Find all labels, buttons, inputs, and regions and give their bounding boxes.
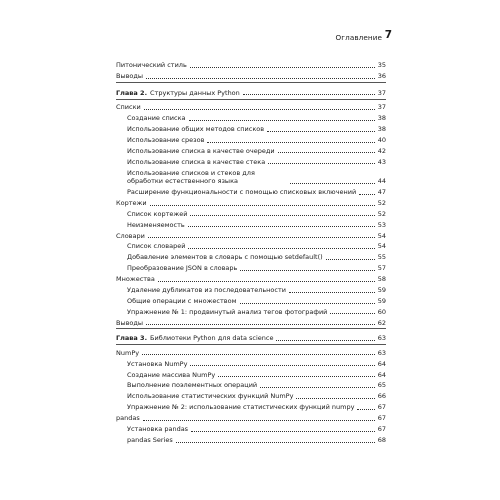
toc-entry[interactable] bbox=[116, 295, 386, 306]
toc-page-number: 40 bbox=[377, 135, 386, 144]
toc-entry-title: Использование срезов bbox=[127, 135, 205, 144]
toc-entry[interactable] bbox=[116, 273, 386, 284]
dot-leader bbox=[189, 120, 375, 121]
toc-page-number: 57 bbox=[377, 264, 386, 273]
dot-leader bbox=[278, 152, 375, 153]
dot-leader bbox=[296, 398, 375, 399]
toc-page-number: 55 bbox=[377, 253, 386, 262]
toc-chapter[interactable] bbox=[116, 332, 386, 343]
dot-leader bbox=[357, 409, 375, 410]
dot-leader bbox=[240, 303, 375, 304]
toc-page-number: 64 bbox=[377, 370, 386, 379]
toc-entry[interactable] bbox=[116, 423, 386, 434]
chapter-rule bbox=[116, 82, 386, 83]
toc-entry[interactable] bbox=[116, 390, 386, 401]
toc-entry[interactable] bbox=[116, 123, 386, 134]
toc-page-number: 64 bbox=[377, 359, 386, 368]
toc-entry[interactable] bbox=[116, 229, 386, 240]
toc-entry-title: Упражнение № 1: продвинутый анализ тегов фотографий bbox=[127, 307, 328, 316]
toc-page-number: 67 bbox=[377, 403, 386, 412]
toc-entry-title bbox=[116, 334, 273, 343]
toc-page-number: 38 bbox=[377, 114, 386, 123]
dot-leader bbox=[143, 420, 375, 421]
toc-page-number: 65 bbox=[377, 381, 386, 390]
toc-entry-title: Списки bbox=[116, 103, 141, 112]
toc-entry[interactable] bbox=[116, 196, 386, 207]
toc-entry-title: Расширение функциональности с помощью списковых включений bbox=[127, 187, 357, 196]
toc-page-number: 68 bbox=[377, 435, 386, 444]
toc-entry[interactable] bbox=[116, 262, 386, 273]
dot-leader bbox=[176, 442, 375, 443]
toc-page-number: 66 bbox=[377, 392, 386, 401]
toc-entry[interactable] bbox=[116, 357, 386, 368]
dot-leader bbox=[289, 292, 375, 293]
chapter-title: Структуры данных Python bbox=[150, 88, 240, 97]
toc-entry-title: Добавление элементов в словарь с помощью setdefault() bbox=[127, 253, 323, 262]
dot-leader bbox=[190, 365, 375, 366]
dot-leader bbox=[148, 237, 375, 238]
toc-page-number: 63 bbox=[377, 334, 386, 343]
toc-entry-title: Создание массива NumPy bbox=[127, 370, 216, 379]
toc-entry[interactable] bbox=[116, 166, 386, 186]
toc-entry[interactable] bbox=[116, 112, 386, 123]
toc-entry[interactable] bbox=[116, 401, 386, 412]
toc-chapter[interactable] bbox=[116, 86, 386, 97]
chapter-rule bbox=[116, 99, 386, 100]
toc-entry[interactable] bbox=[116, 144, 386, 155]
toc-entry[interactable] bbox=[116, 240, 386, 251]
toc-entry[interactable] bbox=[116, 433, 386, 444]
toc-entry-title: Установка pandas bbox=[127, 424, 189, 433]
toc-page-number: 59 bbox=[377, 286, 386, 294]
dot-leader bbox=[218, 376, 375, 377]
toc-page-number: 53 bbox=[377, 220, 386, 229]
toc-page-number: 52 bbox=[377, 198, 386, 207]
toc-page-number: 60 bbox=[377, 307, 386, 316]
toc-entry-title: pandas Series bbox=[127, 435, 173, 444]
toc-entry[interactable] bbox=[116, 59, 386, 70]
toc-entry-title: Использование списка в качестве очереди bbox=[127, 146, 275, 155]
toc-page-number: 63 bbox=[377, 348, 386, 357]
toc-entry[interactable] bbox=[116, 284, 386, 295]
dot-leader bbox=[188, 226, 375, 227]
toc-entry[interactable] bbox=[116, 207, 386, 218]
toc-entry[interactable] bbox=[116, 305, 386, 316]
toc-entry[interactable] bbox=[116, 346, 386, 357]
toc-page-number: 44 bbox=[377, 177, 386, 186]
toc-entry-title bbox=[127, 169, 287, 186]
toc-entry-title: Кортежи bbox=[116, 198, 147, 207]
dot-leader bbox=[276, 340, 375, 341]
toc-entry-title: Питонический стиль bbox=[116, 61, 187, 70]
toc-entry[interactable] bbox=[116, 379, 386, 390]
toc-entry[interactable] bbox=[116, 133, 386, 144]
toc-entry-title bbox=[116, 89, 240, 98]
toc-page-number: 36 bbox=[377, 72, 386, 81]
dot-leader bbox=[260, 387, 375, 388]
toc-entry-title: Выводы bbox=[116, 318, 144, 327]
dot-leader bbox=[359, 194, 375, 195]
dot-leader bbox=[150, 205, 375, 206]
toc-page-number: 47 bbox=[377, 187, 386, 196]
dot-leader bbox=[144, 109, 375, 110]
toc-entry-title: Выполнение поэлементных операций bbox=[127, 381, 258, 390]
dot-leader bbox=[142, 354, 375, 355]
table-of-contents bbox=[116, 59, 386, 444]
toc-entry[interactable] bbox=[116, 218, 386, 229]
toc-entry-title: Список словарей bbox=[127, 242, 186, 251]
toc-page-number: 58 bbox=[377, 275, 386, 284]
toc-entry[interactable] bbox=[116, 101, 386, 112]
toc-page-number: 37 bbox=[377, 103, 386, 112]
dot-leader bbox=[188, 248, 375, 249]
page-number: 7 bbox=[384, 29, 392, 41]
toc-entry-title: pandas bbox=[116, 414, 140, 423]
toc-page-number: 59 bbox=[377, 296, 386, 305]
toc-entry-title: Создание списка bbox=[127, 114, 186, 123]
toc-page-number: 52 bbox=[377, 209, 386, 218]
toc-entry-title: Словари bbox=[116, 231, 145, 240]
toc-entry-title: Установка NumPy bbox=[127, 359, 188, 368]
toc-entry-title: Удаление дубликатов из последовательности bbox=[127, 286, 286, 294]
dot-leader bbox=[268, 163, 375, 164]
entry-text: Использование списков и стеков для обработки естественного языка bbox=[127, 168, 255, 186]
toc-entry[interactable] bbox=[116, 251, 386, 262]
toc-page-number: 67 bbox=[377, 414, 386, 423]
dot-leader bbox=[146, 78, 375, 79]
dot-leader bbox=[240, 270, 375, 271]
toc-page-number: 35 bbox=[377, 61, 386, 70]
dot-leader bbox=[326, 259, 375, 260]
toc-entry-title: Использование списка в качестве стека bbox=[127, 157, 266, 166]
chapter-rule bbox=[116, 344, 386, 345]
toc-entry[interactable] bbox=[116, 368, 386, 379]
dot-leader bbox=[158, 281, 375, 282]
toc-entry-title: Список кортежей bbox=[127, 209, 188, 218]
toc-entry-title: NumPy bbox=[116, 348, 140, 357]
toc-entry[interactable] bbox=[116, 186, 386, 197]
running-head: Оглавление bbox=[335, 33, 382, 42]
toc-entry[interactable] bbox=[116, 155, 386, 166]
toc-entry[interactable] bbox=[116, 70, 386, 81]
toc-entry-title: Выводы bbox=[116, 72, 144, 81]
toc-page-number: 42 bbox=[377, 146, 386, 155]
dot-leader bbox=[243, 94, 375, 95]
dot-leader bbox=[290, 183, 375, 184]
toc-page-number: 67 bbox=[377, 424, 386, 433]
toc-entry[interactable] bbox=[116, 316, 386, 327]
dot-leader bbox=[146, 324, 375, 325]
toc-page-number: 54 bbox=[377, 231, 386, 240]
toc-entry-title: Преобразование JSON в словарь bbox=[127, 264, 238, 273]
chapter-title: Библиотеки Python для data science bbox=[150, 334, 274, 343]
toc-entry-title: Упражнение № 2: использование статистических функций numpy bbox=[127, 403, 355, 412]
chapter-label: Глава 2. bbox=[116, 88, 148, 97]
toc-entry-title: Использование общих методов списков bbox=[127, 124, 265, 133]
chapter-label: Глава 3. bbox=[116, 334, 148, 343]
dot-leader bbox=[191, 431, 375, 432]
toc-page-number: 38 bbox=[377, 124, 386, 133]
toc-page-number: 54 bbox=[377, 242, 386, 251]
toc-entry-title: Общие операции с множеством bbox=[127, 296, 237, 305]
toc-page-number: 37 bbox=[377, 88, 386, 97]
toc-entry-title: Множества bbox=[116, 275, 155, 284]
chapter-rule bbox=[116, 328, 386, 329]
toc-entry-title: Использование статистических функций NumPy bbox=[127, 392, 294, 401]
toc-page-number: 62 bbox=[377, 318, 386, 327]
toc-page-number: 43 bbox=[377, 157, 386, 166]
dot-leader bbox=[190, 67, 375, 68]
dot-leader bbox=[207, 142, 375, 143]
dot-leader bbox=[330, 313, 375, 314]
toc-entry-title: Неизменяемость bbox=[127, 220, 185, 229]
toc-entry[interactable] bbox=[116, 412, 386, 423]
dot-leader bbox=[267, 131, 375, 132]
dot-leader bbox=[190, 215, 375, 216]
